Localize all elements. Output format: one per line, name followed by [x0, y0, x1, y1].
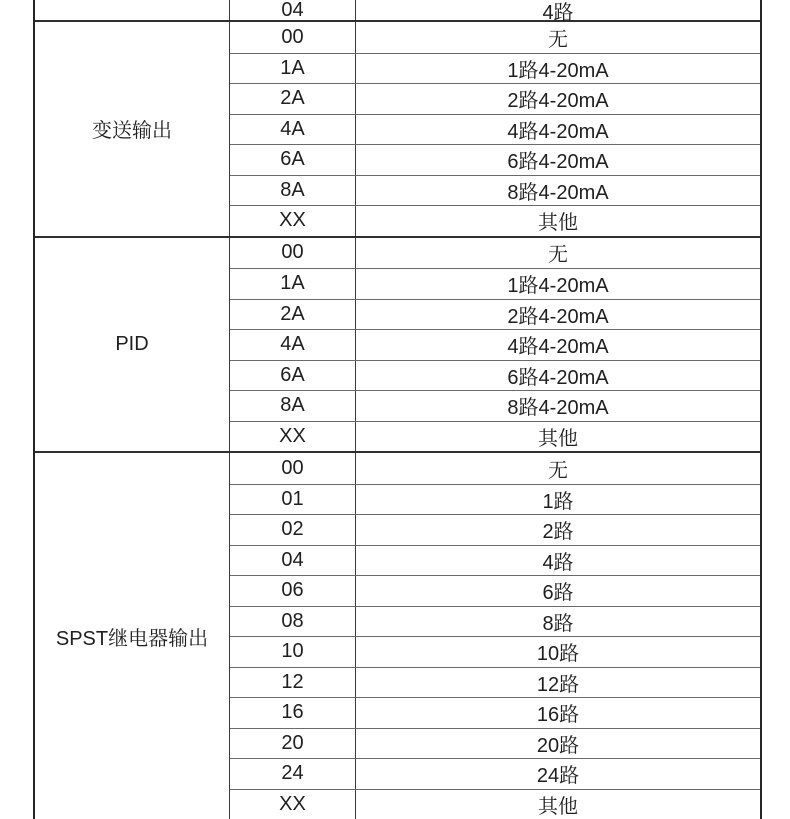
description-cell: 1路4-20mA: [356, 54, 760, 84]
group-label: 变送输出: [35, 22, 230, 236]
description-cell: 16路: [356, 698, 760, 728]
description-cell: 其他: [356, 206, 760, 236]
table-row: [230, 268, 760, 299]
table-row: [230, 390, 760, 421]
description-cell: 4路: [356, 0, 760, 20]
table-row: [230, 606, 760, 637]
table-row: [230, 205, 760, 236]
table-row: [230, 0, 760, 20]
table-row: [230, 238, 760, 269]
description-cell: 6路4-20mA: [356, 145, 760, 175]
code-cell: 24: [230, 759, 356, 789]
code-cell: 00: [230, 238, 356, 269]
description-cell: 其他: [356, 790, 760, 819]
code-cell: 08: [230, 607, 356, 637]
table-row: [230, 514, 760, 545]
code-cell: 8A: [230, 176, 356, 206]
description-cell: 8路4-20mA: [356, 391, 760, 421]
code-cell: 00: [230, 22, 356, 53]
table-row: [230, 484, 760, 515]
table-row: [230, 758, 760, 789]
table-section-SPST继电器输出: [35, 451, 760, 819]
description-cell: 24路: [356, 759, 760, 789]
table-row: [230, 636, 760, 667]
ordering-code-table: [33, 0, 762, 819]
group-label: PID: [35, 238, 230, 452]
table-row: [230, 421, 760, 452]
group-label: [35, 0, 230, 20]
table-row: [230, 299, 760, 330]
code-cell: 16: [230, 698, 356, 728]
code-cell: 8A: [230, 391, 356, 421]
code-cell: 6A: [230, 361, 356, 391]
table-section-变送输出: [35, 20, 760, 236]
table-row: [230, 22, 760, 53]
description-cell: 8路: [356, 607, 760, 637]
description-cell: 6路4-20mA: [356, 361, 760, 391]
code-cell: 2A: [230, 300, 356, 330]
table-row: [230, 697, 760, 728]
table-row: [230, 575, 760, 606]
description-cell: 其他: [356, 422, 760, 452]
code-cell: 02: [230, 515, 356, 545]
code-cell: 12: [230, 668, 356, 698]
code-cell: 6A: [230, 145, 356, 175]
code-cell: 1A: [230, 269, 356, 299]
table-row: [230, 83, 760, 114]
description-cell: 2路: [356, 515, 760, 545]
description-cell: 1路: [356, 485, 760, 515]
table-row: [230, 545, 760, 576]
section-rows: [230, 22, 760, 236]
group-label: SPST继电器输出: [35, 453, 230, 819]
description-cell: 无: [356, 238, 760, 269]
table-row: [230, 329, 760, 360]
code-cell: 01: [230, 485, 356, 515]
table-row: [230, 728, 760, 759]
section-rows: [230, 0, 760, 20]
description-cell: 4路4-20mA: [356, 115, 760, 145]
code-cell: 04: [230, 546, 356, 576]
code-cell: XX: [230, 206, 356, 236]
description-cell: 1路4-20mA: [356, 269, 760, 299]
section-rows: [230, 453, 760, 819]
table-row: [230, 53, 760, 84]
code-cell: 4A: [230, 330, 356, 360]
description-cell: 12路: [356, 668, 760, 698]
code-cell: 2A: [230, 84, 356, 114]
table-section-PID: [35, 236, 760, 452]
table-row: [230, 789, 760, 819]
section-rows: [230, 238, 760, 452]
code-cell: 00: [230, 453, 356, 484]
table-row: [230, 360, 760, 391]
description-cell: 4路: [356, 546, 760, 576]
description-cell: 8路4-20mA: [356, 176, 760, 206]
code-cell: XX: [230, 422, 356, 452]
code-cell: 20: [230, 729, 356, 759]
table-row: [230, 144, 760, 175]
description-cell: 20路: [356, 729, 760, 759]
description-cell: 6路: [356, 576, 760, 606]
description-cell: 无: [356, 22, 760, 53]
table-row: [230, 175, 760, 206]
table-row: [230, 453, 760, 484]
table-row: [230, 114, 760, 145]
table-section-top-partial: [35, 0, 760, 20]
code-cell: 04: [230, 0, 356, 20]
description-cell: 无: [356, 453, 760, 484]
code-cell: 06: [230, 576, 356, 606]
table-row: [230, 667, 760, 698]
code-cell: 10: [230, 637, 356, 667]
description-cell: 2路4-20mA: [356, 300, 760, 330]
code-cell: XX: [230, 790, 356, 819]
code-cell: 4A: [230, 115, 356, 145]
description-cell: 2路4-20mA: [356, 84, 760, 114]
description-cell: 10路: [356, 637, 760, 667]
code-cell: 1A: [230, 54, 356, 84]
description-cell: 4路4-20mA: [356, 330, 760, 360]
